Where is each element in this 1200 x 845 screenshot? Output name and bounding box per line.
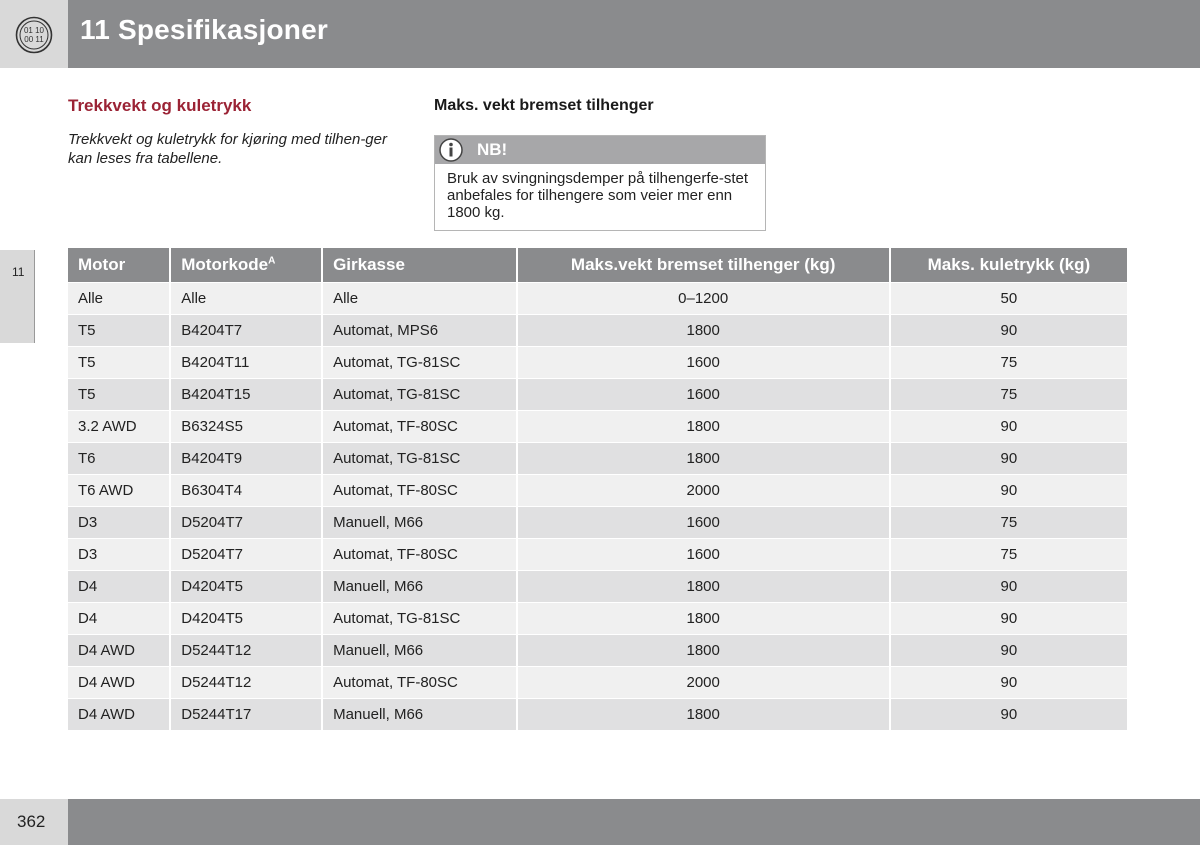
cell-motor: D4 AWD [68,699,169,730]
table-row [68,379,1127,410]
cell-motorkode: D4204T5 [171,603,321,634]
sub-heading: Maks. vekt bremset tilhenger [434,97,654,114]
cell-max-weight: 1800 [518,315,889,346]
cell-motor: T6 AWD [68,475,169,506]
cell-girkasse: Manuell, M66 [323,571,516,602]
cell-ball-pressure: 90 [891,667,1127,698]
cell-max-weight: 1600 [518,539,889,570]
table-header-row [68,248,1127,282]
chapter-side-tab-label: 11 [12,265,25,279]
cell-girkasse: Automat, TF-80SC [323,475,516,506]
cell-motor: D4 [68,603,169,634]
cell-motor: Alle [68,283,169,314]
icon-text-bottom: 00 11 [24,35,44,44]
cell-motor: T6 [68,443,169,474]
page-number: 362 [17,812,46,831]
cell-motor: D4 AWD [68,667,169,698]
col-header-motor: Motor [68,248,169,282]
cell-ball-pressure: 90 [891,475,1127,506]
note-box [434,135,766,231]
cell-ball-pressure: 90 [891,603,1127,634]
footer-bar [68,799,1200,845]
cell-max-weight: 2000 [518,475,889,506]
cell-max-weight: 1800 [518,699,889,730]
cell-max-weight: 2000 [518,667,889,698]
col-header-motorkode: Motorkode$^A$ [171,248,321,282]
cell-ball-pressure: 90 [891,699,1127,730]
cell-ball-pressure: 75 [891,379,1127,410]
table-row [68,475,1127,506]
cell-max-weight: 1800 [518,443,889,474]
cell-motorkode: B6324S5 [171,411,321,442]
table-row [68,411,1127,442]
cell-motor: D3 [68,539,169,570]
cell-motorkode: B4204T11 [171,347,321,378]
cell-max-weight: 0–1200 [518,283,889,314]
cell-girkasse: Automat, TG-81SC [323,603,516,634]
cell-motorkode: B6304T4 [171,475,321,506]
cell-motorkode: D5244T12 [171,635,321,666]
table-row [68,539,1127,570]
cell-girkasse: Automat, TF-80SC [323,411,516,442]
cell-motor: D3 [68,507,169,538]
cell-girkasse: Manuell, M66 [323,507,516,538]
cell-max-weight: 1600 [518,507,889,538]
cell-max-weight: 1600 [518,347,889,378]
cell-ball-pressure: 90 [891,411,1127,442]
chapter-side-tab [0,250,35,343]
info-icon [439,138,463,162]
cell-motorkode: D5244T12 [171,667,321,698]
table-row [68,635,1127,666]
cell-ball-pressure: 90 [891,635,1127,666]
cell-ball-pressure: 50 [891,283,1127,314]
cell-girkasse: Automat, MPS6 [323,315,516,346]
table-row [68,315,1127,346]
cell-motorkode: D5204T7 [171,507,321,538]
cell-motor: T5 [68,315,169,346]
cell-girkasse: Automat, TF-80SC [323,667,516,698]
cell-max-weight: 1800 [518,411,889,442]
cell-girkasse: Automat, TG-81SC [323,347,516,378]
cell-motorkode: D5244T17 [171,699,321,730]
page-title: 11 Spesifikasjoner [80,14,328,45]
cell-girkasse: Alle [323,283,516,314]
cell-motorkode: B4204T7 [171,315,321,346]
cell-motorkode: D5204T7 [171,539,321,570]
table-row [68,283,1127,314]
note-text: Bruk av svingningsdemper på tilhengerfe-stet anbefales for tilhengere som veier mer enn 1800 kg. [447,170,748,221]
section-heading: Trekkvekt og kuletrykk [68,96,252,115]
table-row [68,603,1127,634]
header-tab [0,0,68,68]
cell-motor: T5 [68,347,169,378]
cell-motorkode: B4204T15 [171,379,321,410]
cell-max-weight: 1800 [518,603,889,634]
table-row [68,507,1127,538]
cell-motor: 3.2 AWD [68,411,169,442]
table-row [68,347,1127,378]
intro-text: Trekkvekt og kuletrykk for kjøring med tilhen-ger kan leses fra tabellene. [68,131,387,167]
cell-max-weight: 1600 [518,379,889,410]
icon-text-top: 01 10 [23,26,45,35]
col-header-max-weight: Maks.vekt bremset tilhenger (kg) [518,248,889,282]
cell-ball-pressure: 75 [891,539,1127,570]
cell-motorkode: B4204T9 [171,443,321,474]
cell-ball-pressure: 90 [891,443,1127,474]
cell-max-weight: 1800 [518,571,889,602]
col-header-ball-pressure: Maks. kuletrykk (kg) [891,248,1127,282]
cell-ball-pressure: 90 [891,571,1127,602]
cell-girkasse: Manuell, M66 [323,699,516,730]
col-header-girkasse: Girkasse [323,248,516,282]
cell-motor: D4 AWD [68,635,169,666]
table-row [68,699,1127,730]
cell-girkasse: Automat, TG-81SC [323,379,516,410]
spec-chapter-icon [15,16,53,54]
cell-girkasse: Manuell, M66 [323,635,516,666]
cell-ball-pressure: 90 [891,315,1127,346]
cell-ball-pressure: 75 [891,507,1127,538]
table-row [68,443,1127,474]
cell-girkasse: Automat, TG-81SC [323,443,516,474]
note-header [435,136,765,164]
table-row [68,667,1127,698]
spec-table [66,247,1129,731]
note-title: NB! [477,140,508,159]
cell-motor: T5 [68,379,169,410]
cell-girkasse: Automat, TF-80SC [323,539,516,570]
cell-max-weight: 1800 [518,635,889,666]
cell-motor: D4 [68,571,169,602]
cell-motorkode: Alle [171,283,321,314]
cell-ball-pressure: 75 [891,347,1127,378]
cell-motorkode: D4204T5 [171,571,321,602]
footnote-marker: A [268,255,276,267]
table-row [68,571,1127,602]
